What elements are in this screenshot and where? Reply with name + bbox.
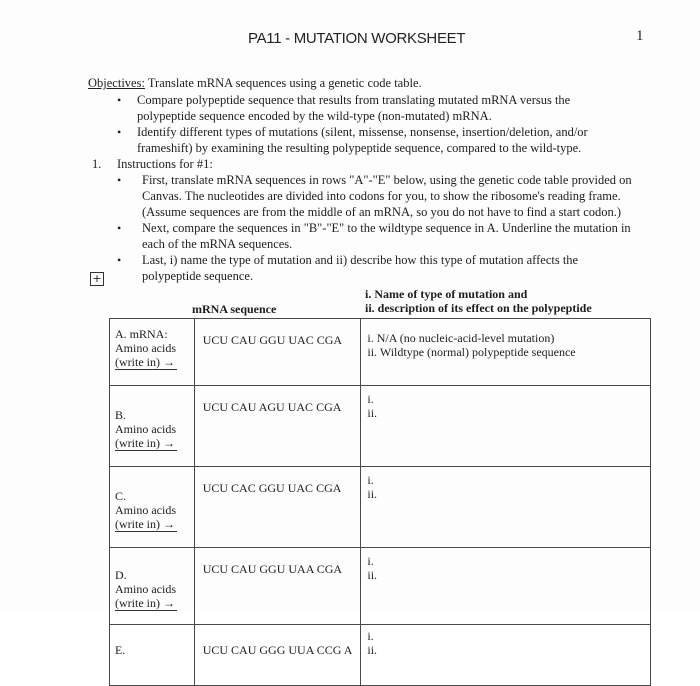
answer-ii: ii. Wildtype (normal) polypeptide sequence: [367, 345, 576, 359]
objective-1-line-2: polypeptide sequence encoded by the wild-type (non-mutated) mRNA.: [137, 109, 492, 123]
mrna-sequence-cell: [194, 319, 361, 386]
instruction-1-line-1: First, translate mRNA sequences in rows "A"-"E" below, using the genetic code table provided on: [142, 173, 632, 187]
mrna-sequence-cell: [194, 386, 361, 467]
bullet-dot: •: [117, 221, 122, 235]
row-label: D.: [115, 568, 127, 582]
answer-i: i.: [367, 554, 374, 568]
bullet-dot: •: [117, 173, 122, 187]
table-row: [110, 548, 651, 625]
answer-ii: ii.: [367, 406, 378, 420]
bullet-dot: •: [117, 253, 122, 267]
table-row: [110, 319, 651, 386]
row-label-cell: [110, 467, 195, 548]
table-row: [110, 625, 651, 686]
mrna-sequence: UCU CAU GGU UAA CGA: [202, 562, 343, 576]
mutation-table: [109, 318, 651, 686]
amino-acids-label: Amino acids: [115, 341, 176, 355]
amino-acids-label: Amino acids: [115, 422, 176, 436]
row-label-cell: [110, 548, 195, 625]
answer-ii: ii.: [367, 487, 378, 501]
answer-i: i.: [367, 392, 374, 406]
instruction-3-line-2: polypeptide sequence.: [142, 269, 254, 283]
row-label-cell: [110, 386, 195, 467]
objective-1-line-1: Compare polypeptide sequence that results from translating mutated mRNA versus the: [137, 93, 571, 107]
row-label: B.: [115, 408, 127, 422]
instructions-number: 1.: [92, 157, 102, 171]
objectives-intro: Translate mRNA sequences using a genetic code table.: [147, 76, 422, 90]
objectives-label: Objectives:: [88, 76, 145, 90]
column-header-desc-2: ii. description of its effect on the polypeptide: [365, 301, 592, 315]
amino-acids-label: Amino acids: [115, 503, 176, 517]
answer-cell[interactable]: [361, 548, 651, 625]
row-label: E.: [115, 643, 126, 657]
answer-cell[interactable]: [361, 386, 651, 467]
column-header-mrna: mRNA sequence: [192, 302, 277, 316]
objective-2-line-2: frameshift) by examining the resulting polypeptide sequence, compared to the wild-type.: [137, 141, 582, 155]
write-in-label: (write in) →: [115, 436, 175, 450]
row-label-cell: [110, 625, 195, 686]
answer-cell[interactable]: [361, 319, 651, 386]
mrna-sequence-cell: [194, 548, 361, 625]
mrna-sequence-cell: [194, 625, 361, 686]
objectives-line: [88, 76, 422, 91]
answer-ii: ii.: [367, 643, 378, 657]
answer-cell[interactable]: [361, 625, 651, 686]
bullet-dot: •: [117, 93, 122, 107]
answer-cell[interactable]: [361, 467, 651, 548]
page-title: PA11 - MUTATION WORKSHEET: [248, 30, 466, 47]
table-row: [110, 386, 651, 467]
instruction-3-line-1: Last, i) name the type of mutation and ii) describe how this type of mutation affects the: [142, 253, 579, 267]
answer-i: i.: [367, 473, 374, 487]
bullet-dot: •: [117, 125, 122, 139]
row-label: C.: [115, 489, 127, 503]
amino-acids-label: Amino acids: [115, 582, 176, 596]
write-in-label: (write in) →: [115, 596, 175, 610]
mrna-sequence: UCU CAU GGG UUA CCG A: [202, 643, 353, 657]
write-in-label: (write in) →: [115, 355, 175, 369]
row-label-cell: [110, 319, 195, 386]
expand-table-icon[interactable]: +: [90, 272, 104, 286]
mrna-sequence: UCU CAC GGU UAC CGA: [202, 481, 342, 495]
mrna-sequence-cell: [194, 467, 361, 548]
instruction-2-line-2: each of the mRNA sequences.: [142, 237, 293, 251]
row-label: A. mRNA:: [115, 327, 168, 341]
answer-i: i.: [367, 629, 374, 643]
mrna-sequence: UCU CAU GGU UAC CGA: [202, 333, 343, 347]
mrna-sequence: UCU CAU AGU UAC CGA: [202, 400, 342, 414]
table-row: [110, 467, 651, 548]
instruction-2-line-1: Next, compare the sequences in "B"-"E" to the wildtype sequence in A. Underline the mutation in: [142, 221, 631, 235]
answer-i: i. N/A (no nucleic-acid-level mutation): [367, 331, 555, 345]
column-header-desc-1: i. Name of type of mutation and: [365, 287, 528, 301]
answer-ii: ii.: [367, 568, 378, 582]
write-in-label: (write in) →: [115, 517, 175, 531]
instruction-1-line-2: Canvas. The nucleotides are divided into codons for you, to show the ribosome's reading frame.: [142, 189, 621, 203]
objective-2-line-1: Identify different types of mutations (silent, missense, nonsense, insertion/deletion, and/or: [137, 125, 588, 139]
page-number: 1: [636, 28, 644, 44]
instruction-1-line-3: (Assume sequences are from the middle of an mRNA, so you do not have to find a start codon.): [142, 205, 622, 219]
instructions-label: Instructions for #1:: [117, 157, 213, 171]
